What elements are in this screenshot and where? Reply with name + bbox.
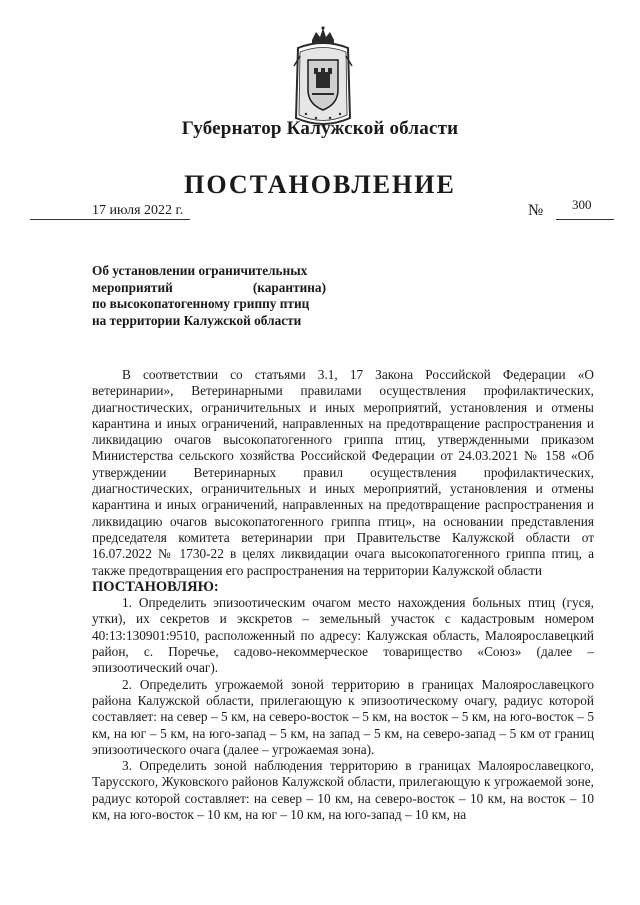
coat-of-arms-icon: [290, 26, 356, 132]
subject-line: на территории Калужской области: [92, 312, 302, 328]
decree-heading: ПОСТАНОВЛЯЮ:: [92, 578, 219, 595]
clause-paragraph: 1. Определить эпизоотическим очагом место нахождения больных птиц (гуся, утки), их секретов и экскретов – земельный участок с кадастровым номером 40:13:130901:9510, расположенный по адресу: Калужская область, Малоярославецкий район, с. Поречье, садово-некоммерческое товарищество «Союз» (далее – эпизоотический очаг).: [92, 595, 594, 676]
subject-line: мероприятий (карантина): [92, 279, 326, 295]
issuing-authority: Губернатор Калужской области: [181, 118, 459, 139]
clause-paragraph: 3. Определить зоной наблюдения территорию в границах Малоярославецкого, Тарусского, Жуковского районов Калужской области, прилегающую к угрожаемой зоне, радиус которой составляет: на север – 10 км, на северо-восток – 10 км, на восток – 10 км, на юго-восток – 10 км, на юг – 10 км, на юго-запад – 10 км, на: [92, 758, 594, 823]
preamble-paragraph: В соответствии со статьями 3.1, 17 Закона Российской Федерации «О ветеринарии», Ветеринарными правилами осуществления профилактических, диагностических, ограничительных и иных мероприятий, установления и отмены карантина и иных ограничений, направленных на предотвращение распространения и ликвидацию очагов высокопатогенного гриппа птиц, утвержденными приказом Министерства сельского хозяйства Российской Федерации от 24.03.2021 № 158 «Об утверждении Ветеринарных правил осуществления профилактических, диагностических, ограничительных и иных мероприятий, установления и отмены карантина и иных ограничений, направленных на предотвращение распространения и ликвидацию очагов высокопатогенного гриппа птиц», на основании представления председателя комитета ветеринарии при Правительстве Калужской области от 16.07.2022 № 1730-22 в целях ликвидации очага высокопатогенного гриппа птиц, а также предотвращения его распространения на территории Калужской области: [92, 367, 594, 578]
number-underline: [556, 219, 614, 220]
number-value: 300: [572, 197, 592, 212]
subject-line: по высокопатогенному гриппу птиц: [92, 296, 310, 311]
document-date: 17 июля 2022 г.: [92, 203, 184, 218]
clause-paragraph: 2. Определить угрожаемой зоной территорию в границах Малоярославецкого района Калужской области, прилегающую к эпизоотическому очагу, радиус которой составляет: на север – 5 км, на северо-восток – 5 км, на восток – 5 км, на юго-восток – 5 км, на юг – 5 км, на юго-запад – 5 км, на запад – 5 км, на северо-запад – 5 км от границ эпизоотического очага (далее – угрожаемая зона).: [92, 676, 594, 757]
document-body: [92, 367, 594, 823]
number-sign: №: [528, 202, 544, 219]
document-type-title: ПОСТАНОВЛЕНИЕ: [184, 170, 456, 199]
document-subject: [92, 263, 326, 329]
date-underline: [30, 219, 190, 220]
subject-line: Об установлении ограничительных: [92, 263, 308, 278]
